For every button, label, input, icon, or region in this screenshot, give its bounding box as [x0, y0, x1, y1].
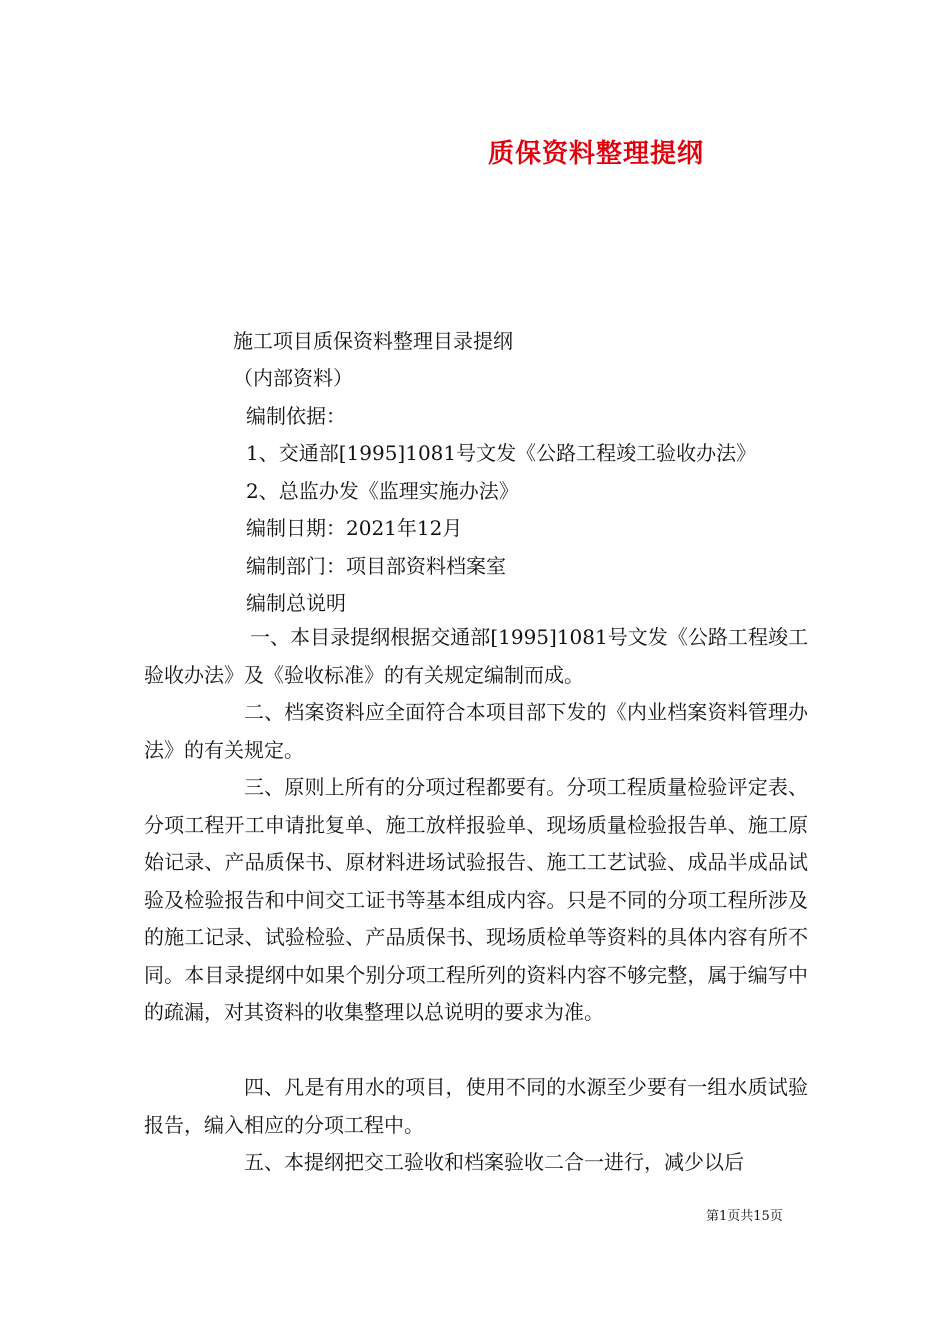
compile-department: 编制部门：项目部资料档案室 — [246, 554, 506, 578]
general-notes-label: 编制总说明 — [246, 591, 346, 615]
document-title: 质保资料整理提纲 — [488, 139, 705, 169]
note-paragraph-5: 五、本提纲把交工验收和档案验收二合一进行，减少以后 — [244, 1150, 744, 1174]
document-heading: 施工项目质保资料整理目录提纲 — [233, 329, 513, 353]
note-paragraph-3: 三、原则上所有的分项过程都要有。分项工程质量检验评定表、分项工程开工申请批复单、施工放样报验单、现场质量检验报告单、施工原始记录、产品质保书、原材料进场试验报告、施工工艺试验、成品半成品试验及检验报告和中间交工证书等基本组成内容。只是不同的分项工程所涉及的施工记录、试验检验、产品质保书、现场质检单等资料的具体内容有所不同。本目录提纲中如果个别分项工程所列的资料内容不够完整，属于编写中的疏漏，对其资料的收集整理以总说明的要求为准。 — [144, 775, 808, 1024]
basis-label: 编制依据： — [246, 404, 346, 428]
compile-date: 编制日期：2021年12月 — [246, 516, 463, 540]
basis-item: 1、交通部[1995]1081号文发《公路工程竣工验收办法》 — [246, 441, 757, 465]
document-subheading: （内部资料） — [233, 366, 353, 390]
note-paragraph-4: 四、凡是有用水的项目，使用不同的水源至少要有一组水质试验报告，编入相应的分项工程中。 — [144, 1075, 808, 1137]
note-paragraph-2: 二、档案资料应全面符合本项目部下发的《内业档案资料管理办法》的有关规定。 — [144, 700, 808, 762]
page-number: 第1页共15页 — [706, 1209, 783, 1224]
note-paragraph-1: 一、本目录提纲根据交通部[1995]1081号文发《公路工程竣工验收办法》及《验收标准》的有关规定编制而成。 — [144, 625, 808, 687]
basis-item: 2、总监办发《监理实施办法》 — [246, 479, 519, 503]
